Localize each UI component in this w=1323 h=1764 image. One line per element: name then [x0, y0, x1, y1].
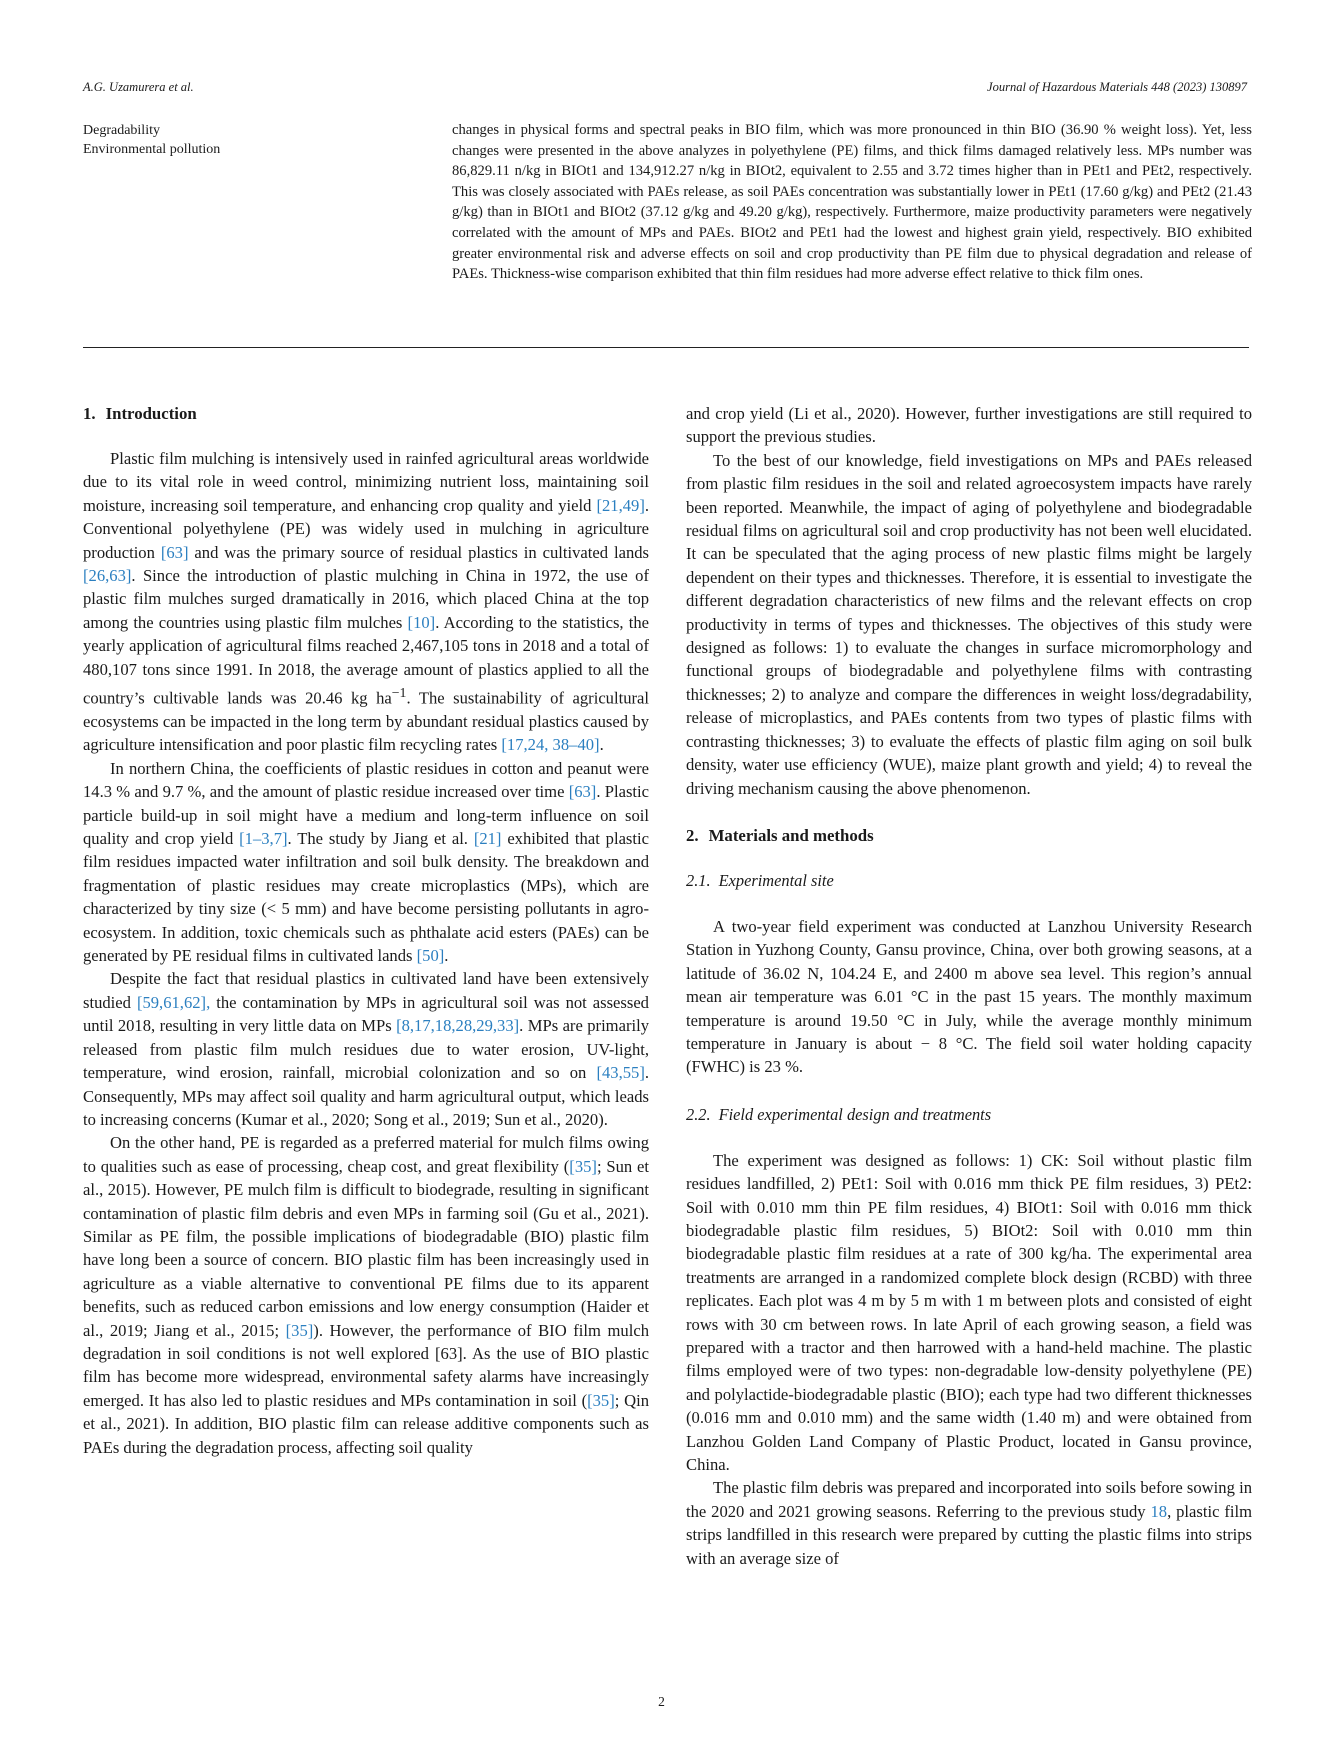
citation-link[interactable]: [8,17,18,28,29,33] — [396, 1016, 520, 1036]
text-run: Despite the fact that residual plastics in cultivated land have been extensively studied — [83, 969, 649, 1012]
citation-link[interactable]: [35] — [285, 1320, 314, 1340]
subsection-number: 2.2. — [686, 1104, 711, 1124]
abstract-divider — [83, 347, 1249, 348]
keyword-item: Environmental pollution — [83, 142, 221, 157]
text-run: the contamination by MPs in agricultural soil was not assessed until 2018, resulting in very little data on MPs — [83, 992, 649, 1036]
text-run: The plastic film debris was prepared and incorporated into soils before sowing in the 2020 and 2021 growing seasons. Referring to the previous study — [686, 1478, 1252, 1521]
intro-objectives-paragraph: To the best of our knowledge, field investigations on MPs and PAEs released from plastic film residues in the soil and related agroecosystem impacts have rarely been reported. Meanwhile, the impact of aging of polyethylene and biodegradable residual films on agricultural soil and crop productivity has not been well elucidated. It can be speculated that the aging process of new plastic films might be largely dependent on their types and thicknesses. Therefore, it is essential to investigate the different degradation characteristics of new films and the relevant effects on crop productivity in terms of types and thicknesses. The objectives of this study were designed as follows: 1) to evaluate the changes in surface micromorphology and functional groups of biodegradable and polyethylene films with contrasting thicknesses; 2) to analyze and compare the differences in weight loss/degradability, release of microplastics, and PAEs contents from two types of plastic films with contrasting thicknesses; 3) to evaluate the effects of plastic film aging on soil bulk density, water use efficiency (WUE), maize plant growth and yield; 4) to reveal the driving mechanism causing the above phenomenon. — [686, 450, 1252, 798]
intro-paragraph — [83, 1131, 649, 1459]
subsection-number: 2.1. — [686, 870, 711, 890]
citation-link[interactable]: [59,61,62], — [136, 992, 211, 1012]
section-heading-methods — [686, 824, 1252, 847]
section-title: Introduction — [105, 404, 197, 423]
intro-continuation: and crop yield (Li et al., 2020). However, further investigations are still required to support the previous studies. — [686, 404, 1252, 447]
page-number: 2 — [658, 1694, 665, 1709]
author-running-head: A.G. Uzamurera et al. — [83, 80, 194, 94]
keywords — [83, 121, 383, 159]
citation-link[interactable]: [21] — [473, 829, 502, 849]
text-run: . — [599, 735, 604, 755]
text-run: Plastic film mulching is intensively used in rainfed agricultural areas worldwide due to its vital role in weed control, minimizing nutrient loss, maintaining soil moisture, increasing soil temperature, and enhancing crop quality and yield — [83, 449, 649, 515]
text-run: ). However, the performance of BIO film mulch degradation in soil conditions is not well explored [63]. As the use of BIO plastic film has become more widespread, environmental safety alarms have increasingly emerged. It has also led to plastic residues and MPs contamination in soil ( — [83, 1320, 649, 1410]
citation-link[interactable]: [10] — [407, 612, 436, 632]
text-run: . — [444, 946, 449, 966]
intro-paragraph — [83, 967, 649, 1131]
design-paragraph — [686, 1476, 1252, 1570]
subsection-heading-design — [686, 1103, 1252, 1126]
design-paragraph: The experiment was designed as follows: 1) CK: Soil without plastic film residues landfilled, 2) PEt1: Soil with 0.016 mm thick PE film residues, 3) PEt2: Soil with 0.010 mm thin PE film residues, 4) BIOt1: Soil with 0.016 mm thick biodegradable plastic film residues, 5) BIOt2: Soil with 0.010 mm thin biodegradable plastic film residues at a rate of 300 kg/ha. The experimental area treatments are arranged in a randomized complete block design (RCBD) with three replicates. Each plot was 4 m by 5 m with 1 m between plots and consisted of eight rows with 30 cm between rows. In late April of each growing season, a field was prepared with a tractor and then harrowed with a hand-held machine. The plastic films employed were of two types: non-degradable low-density polyethylene (PE) and polylactide-biodegradable plastic (BIO); each type had two different thicknesses (0.016 mm and 0.010 mm) and the same width (1.40 m) and were obtained from Lanzhou Golden Land Company of Plastic Product, located in Gansu province, China. — [686, 1150, 1252, 1475]
text-run: . Consequently, MPs may affect soil quality and harm agricultural output, which leads to increasing concerns (Kumar et al., 2020; Song et al., 2019; Sun et al., 2020). — [83, 1063, 649, 1129]
subsection-heading-site — [686, 869, 1252, 892]
subsection-title: Experimental site — [718, 870, 834, 890]
text-run: . The study by Jiang et al. — [287, 829, 474, 849]
citation-link[interactable]: [21,49] — [596, 495, 645, 515]
journal-running-head: Journal of Hazardous Materials 448 (2023) 130897 — [987, 80, 1247, 94]
text-run: . According to the statistics, the yearly application of agricultural films reached 2,467,105 tons in 2018 and a total of 480,107 tons since 1991. In 2018, the average amount of plastics applied to all the country’s cultivable lands was 20.46 kg ha — [83, 612, 649, 708]
left-column — [83, 402, 649, 1459]
citation-link[interactable]: 18 — [1150, 1501, 1168, 1521]
citation-link[interactable]: [1–3,7] — [239, 829, 288, 849]
text-run: ; Sun et al., 2015). However, PE mulch film is difficult to biodegrade, resulting in significant contamination of plastic film debris and even MPs in farming soil (Gu et al., 2021). Similar as PE film, the possible implications of biodegradable (BIO) plastic film have long been a source of concern. BIO plastic film has been increasingly used in agriculture as a viable alternative to conventional PE films due to its apparent benefits, such as reduced carbon emissions and low energy consumption (Haider et al., 2019; Jiang et al., 2015; — [83, 1156, 649, 1340]
text-run: and was the primary source of residual plastics in cultivated lands — [188, 542, 649, 562]
site-paragraph: A two-year field experiment was conducted at Lanzhou University Research Station in Yuzhong County, Gansu province, China, over both growing seasons, at a latitude of 36.02 N, 104.24 E, and 2400 m above sea level. This region’s annual mean air temperature was 6.01 °C in the past 15 years. The monthly maximum temperature is around 19.50 °C in July, while the average monthly minimum temperature in January is about − 8 °C. The field soil water holding capacity (FWHC) is 23 %. — [686, 916, 1252, 1077]
section-heading-introduction — [83, 402, 649, 425]
keyword-item: Degradability — [83, 123, 160, 138]
intro-paragraph — [83, 757, 649, 968]
text-run: . Since the introduction of plastic mulching in China in 1972, the use of plastic film mulches surged dramatically in 2016, which placed China at the top among the countries using plastic film mulches — [83, 566, 649, 632]
running-head — [83, 80, 1247, 100]
right-column — [686, 402, 1252, 1570]
citation-link[interactable]: [35] — [587, 1390, 615, 1410]
citation-link[interactable]: [63] — [160, 542, 189, 562]
text-run: ; Qin et al., 2021). In addition, BIO plastic film can release additive components such as PAEs during the degradation process, affecting soil quality — [83, 1390, 649, 1457]
text-run: , plastic film strips landfilled in this research were prepared by cutting the plastic films into strips with an average size of — [686, 1501, 1252, 1568]
section-title: Materials and methods — [708, 825, 874, 845]
text-run: . MPs are primarily released from plastic film mulch residues due to water erosion, UV-light, temperature, wind erosion, rainfall, microbial colonization and so on — [83, 1016, 649, 1083]
citation-link[interactable]: [43,55] — [596, 1063, 645, 1083]
text-run: . Plastic particle build-up in soil might have a medium and long-term influence on soil quality and crop yield — [83, 782, 649, 849]
citation-link[interactable]: [26,63] — [83, 566, 132, 586]
text-run: . The sustainability of agricultural ecosystems can be impacted in the long term by abundant residual plastics caused by agriculture intensification and poor plastic film recycling rates — [83, 688, 649, 755]
citation-link[interactable]: [50] — [416, 946, 445, 966]
superscript: −1 — [391, 685, 407, 701]
text-run: In northern China, the coefficients of plastic residues in cotton and peanut were 14.3 % and 9.7 %, and the amount of plastic residue increased over time — [83, 758, 649, 802]
subsection-title: Field experimental design and treatments — [718, 1104, 992, 1124]
citation-link[interactable]: [17,24, 38–40] — [501, 735, 600, 755]
section-number: 2. — [686, 825, 699, 845]
text-run: On the other hand, PE is regarded as a preferred material for mulch films owing to qualities such as ease of processing, cheap cost, and great flexibility ( — [83, 1133, 649, 1176]
abstract-text: changes in physical forms and spectral peaks in BIO film, which was more pronounced in thin BIO (36.90 % weight loss). Yet, less changes were presented in the above analyzes in polyethylene (PE) films, and thick films damaged relatively less. MPs number was 86,829.11 n/kg in BIOt1 and 134,912.27 n/kg in BIOt2, equivalent to 2.55 and 3.72 times higher than in PEt1 and PEt2, respectively. This was closely associated with PAEs release, as soil PAEs concentration was substantially lower in PEt1 (17.60 g/kg) and PEt2 (21.43 g/kg) than in BIOt1 and BIOt2 (37.12 g/kg and 49.20 g/kg), respectively. Furthermore, maize productivity parameters were negatively correlated with the amount of MPs and PAEs. BIOt2 and PEt1 had the lowest and highest grain yield, respectively. BIO exhibited greater environmental risk and adverse effects on soil and crop productivity than PE film due to physical degradation and release of PAEs. Thickness-wise comparison exhibited that thin film residues had more adverse effect relative to thick film ones. — [452, 122, 1252, 283]
citation-link[interactable]: [35] — [569, 1156, 597, 1176]
citation-link[interactable]: [63] — [568, 782, 597, 802]
text-run: exhibited that plastic film residues impacted water infiltration and soil bulk density. The breakdown and fragmentation of plastic residues may create microplastics (MPs), which are characterized by tiny size (< 5 mm) and have become persisting pollutants in agro-ecosystem. In addition, toxic chemicals such as phthalate acid esters (PAEs) can be generated by PE residual films in cultivated lands — [83, 829, 649, 966]
section-number: 1. — [83, 404, 96, 423]
text-run: . Conventional polyethylene (PE) was widely used in mulching in agriculture production — [83, 495, 649, 562]
intro-paragraph — [83, 447, 649, 757]
